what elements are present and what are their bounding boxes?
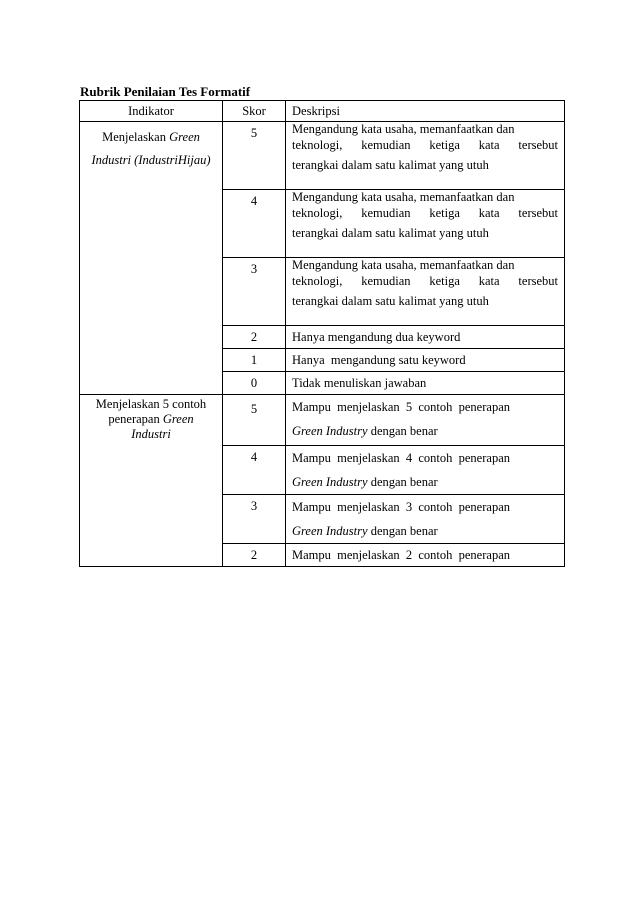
score-cell: 3 xyxy=(223,495,286,544)
description-cell: Hanya mengandung dua keyword xyxy=(286,326,565,349)
score-cell: 5 xyxy=(223,122,286,190)
description-cell xyxy=(286,258,565,326)
description-cell xyxy=(286,190,565,258)
table-header-row xyxy=(80,101,565,122)
header-deskripsi: Deskripsi xyxy=(286,101,565,122)
description-cell xyxy=(286,446,565,495)
description-cell: Tidak menuliskan jawaban xyxy=(286,372,565,395)
score-cell: 1 xyxy=(223,349,286,372)
description-cell: Mampu menjelaskan 2 contoh penerapan xyxy=(286,544,565,567)
indicator-2-italic: Green Industri xyxy=(131,412,194,441)
score-cell: 3 xyxy=(223,258,286,326)
page-title: Rubrik Penilaian Tes Formatif xyxy=(80,84,251,99)
indicator-1-italic: Green Industri (IndustriHijau) xyxy=(91,130,211,167)
description-line: teknologi, kemudian ketiga kata tersebut xyxy=(292,274,558,288)
description-line: teknologi, kemudian ketiga kata tersebut xyxy=(292,138,558,152)
table-row xyxy=(80,395,565,446)
header-indikator: Indikator xyxy=(80,101,223,122)
description-line: Mampu menjelaskan 4 contoh penerapan xyxy=(292,451,510,465)
description-cell: Hanya mengandung satu keyword xyxy=(286,349,565,372)
description-cell xyxy=(286,395,565,446)
score-cell: 4 xyxy=(223,446,286,495)
description-line: Mampu menjelaskan 5 contoh penerapan xyxy=(292,400,510,414)
description-line: terangkai dalam satu kalimat yang utuh xyxy=(292,294,489,308)
description-italic: Green Industry xyxy=(292,424,368,438)
indicator-2-text: Menjelaskan 5 contoh penerapan xyxy=(95,397,207,426)
rubric-table xyxy=(79,100,565,567)
table-row xyxy=(80,122,565,190)
score-cell: 4 xyxy=(223,190,286,258)
description-line: Mengandung kata usaha, memanfaatkan dan xyxy=(292,190,515,204)
description-suffix: dengan benar xyxy=(367,475,438,489)
indicator-1-text: Menjelaskan xyxy=(102,130,170,144)
indicator-cell-2 xyxy=(80,395,223,567)
indicator-cell-1 xyxy=(80,122,223,395)
description-line: terangkai dalam satu kalimat yang utuh xyxy=(292,226,489,240)
score-cell: 0 xyxy=(223,372,286,395)
description-cell xyxy=(286,122,565,190)
score-cell: 2 xyxy=(223,326,286,349)
description-italic: Green Industry xyxy=(292,524,368,538)
header-skor: Skor xyxy=(223,101,286,122)
description-italic: Green Industry xyxy=(292,475,368,489)
description-line: teknologi, kemudian ketiga kata tersebut xyxy=(292,206,558,220)
description-line: Mengandung kata usaha, memanfaatkan dan xyxy=(292,258,515,272)
description-line: terangkai dalam satu kalimat yang utuh xyxy=(292,158,489,172)
description-cell xyxy=(286,495,565,544)
description-line: Mampu menjelaskan 3 contoh penerapan xyxy=(292,500,510,514)
score-cell: 5 xyxy=(223,395,286,446)
description-line: Mengandung kata usaha, memanfaatkan dan xyxy=(292,122,515,136)
description-suffix: dengan benar xyxy=(367,524,438,538)
score-cell: 2 xyxy=(223,544,286,567)
description-suffix: dengan benar xyxy=(367,424,438,438)
